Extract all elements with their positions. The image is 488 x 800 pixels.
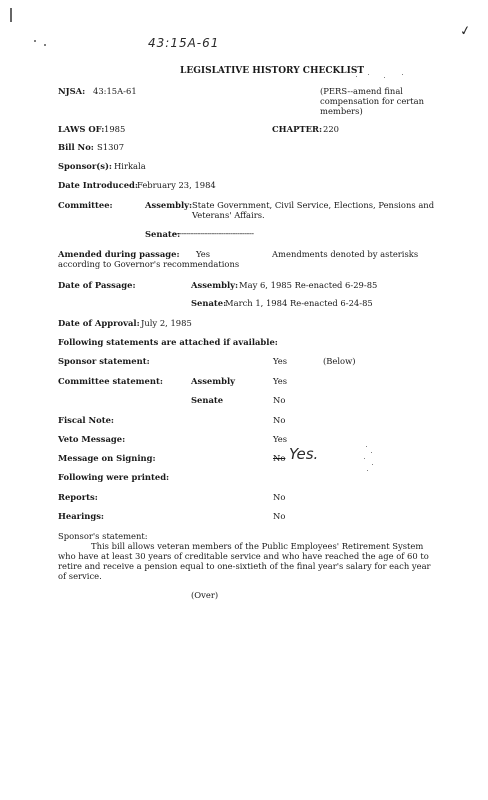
committee-assembly-label: Assembly: [145,200,193,210]
margin-mark [10,8,12,22]
speck [366,446,367,447]
date-introduced-label: Date Introduced: [58,180,138,190]
date-of-approval-label: Date of Approval: [58,318,140,328]
following-printed-heading: Following were printed: [58,472,170,482]
handwritten-number: 43:15A-61 [148,36,220,50]
hearings-value: No [273,511,286,521]
fiscal-note-value: No [273,415,286,425]
committee-statement-senate-label: Senate [191,395,224,405]
speck [356,76,357,77]
sponsor-label: Sponsor(s): [58,161,113,171]
chapter-value: 220 [323,124,339,134]
description-line: members) [320,106,363,116]
njsa-value: 43:15A-61 [93,86,137,96]
speck [367,470,368,471]
sponsor-statement-label: Sponsor statement: [58,356,150,366]
committee-statement-assembly-label: Assembly [191,376,236,386]
passage-senate-label: Senate: [191,298,227,308]
passage-assembly-label: Assembly: [191,280,239,290]
sponsor-statement-note: (Below) [323,356,356,366]
committee-statement-senate-value: No [273,395,286,405]
date-of-approval-value: July 2, 1985 [141,318,192,328]
speck [364,458,365,459]
amended-value: Yes [196,249,211,259]
njsa-label: NJSA: [58,86,86,96]
fiscal-note-label: Fiscal Note: [58,415,114,425]
committee-statement-assembly-value: Yes [273,376,288,386]
laws-of-label: LAWS OF: [58,124,105,134]
sponsors-statement-line: retire and receive a pension equal to one-sixtieth of the final year's salary for each year [58,561,431,571]
handwritten-yes: Yes. [289,445,319,463]
message-on-signing-label: Message on Signing: [58,453,156,463]
passage-senate-value: March 1, 1984 Re-enacted 6-24-85 [225,298,373,308]
speck [34,40,36,42]
committee-senate-value: ----------------------------------- [172,228,254,238]
reports-label: Reports: [58,492,98,502]
description-line: compensation for certan [320,96,425,106]
date-of-passage-label: Date of Passage: [58,280,136,290]
message-on-signing-value: No [273,453,286,463]
committee-senate-label: Senate: [145,229,181,239]
date-introduced-value: February 23, 1984 [137,180,216,190]
bill-no-value: S1307 [97,142,125,152]
sponsor-statement-value: Yes [273,356,288,366]
amended-note-line2: according to Governor's recommendations [58,259,240,269]
check-mark-icon: ✓ [458,23,473,40]
reports-value: No [273,492,286,502]
speck [384,77,385,78]
committee-assembly-value: State Government, Civil Service, Elections, Pensions and [192,200,435,210]
veto-message-label: Veto Message: [58,434,126,444]
amended-note: Amendments denoted by asterisks [272,249,419,259]
chapter-label: CHAPTER: [272,124,323,134]
committee-label: Committee: [58,200,113,210]
veto-message-value: Yes [273,434,288,444]
amended-label: Amended during passage: [58,249,180,259]
passage-assembly-value: May 6, 1985 Re-enacted 6-29-85 [239,280,378,290]
hearings-label: Hearings: [58,511,105,521]
committee-statement-label: Committee statement: [58,376,163,386]
sponsors-statement-line: This bill allows veteran members of the Public Employees' Retirement System [91,541,424,551]
description-line: (PERS--amend final [320,86,403,96]
speck [371,452,372,453]
page-title: LEGISLATIVE HISTORY CHECKLIST [180,66,365,76]
sponsors-statement-line: of service. [58,571,102,581]
following-attached-heading: Following statements are attached if available: [58,337,278,347]
speck [368,74,369,75]
speck [44,44,46,46]
committee-assembly-value: Veterans' Affairs. [192,210,265,220]
over-marker: (Over) [191,590,219,600]
speck [402,74,403,75]
bill-no-label: Bill No: [58,142,94,152]
sponsors-statement-line: who have at least 30 years of creditable service and who have reached the age of 60 to [58,551,429,561]
laws-of-value: 1985 [104,124,126,134]
sponsor-value: Hirkala [114,161,146,171]
speck [372,464,373,465]
sponsors-statement-heading: Sponsor's statement: [58,531,148,541]
